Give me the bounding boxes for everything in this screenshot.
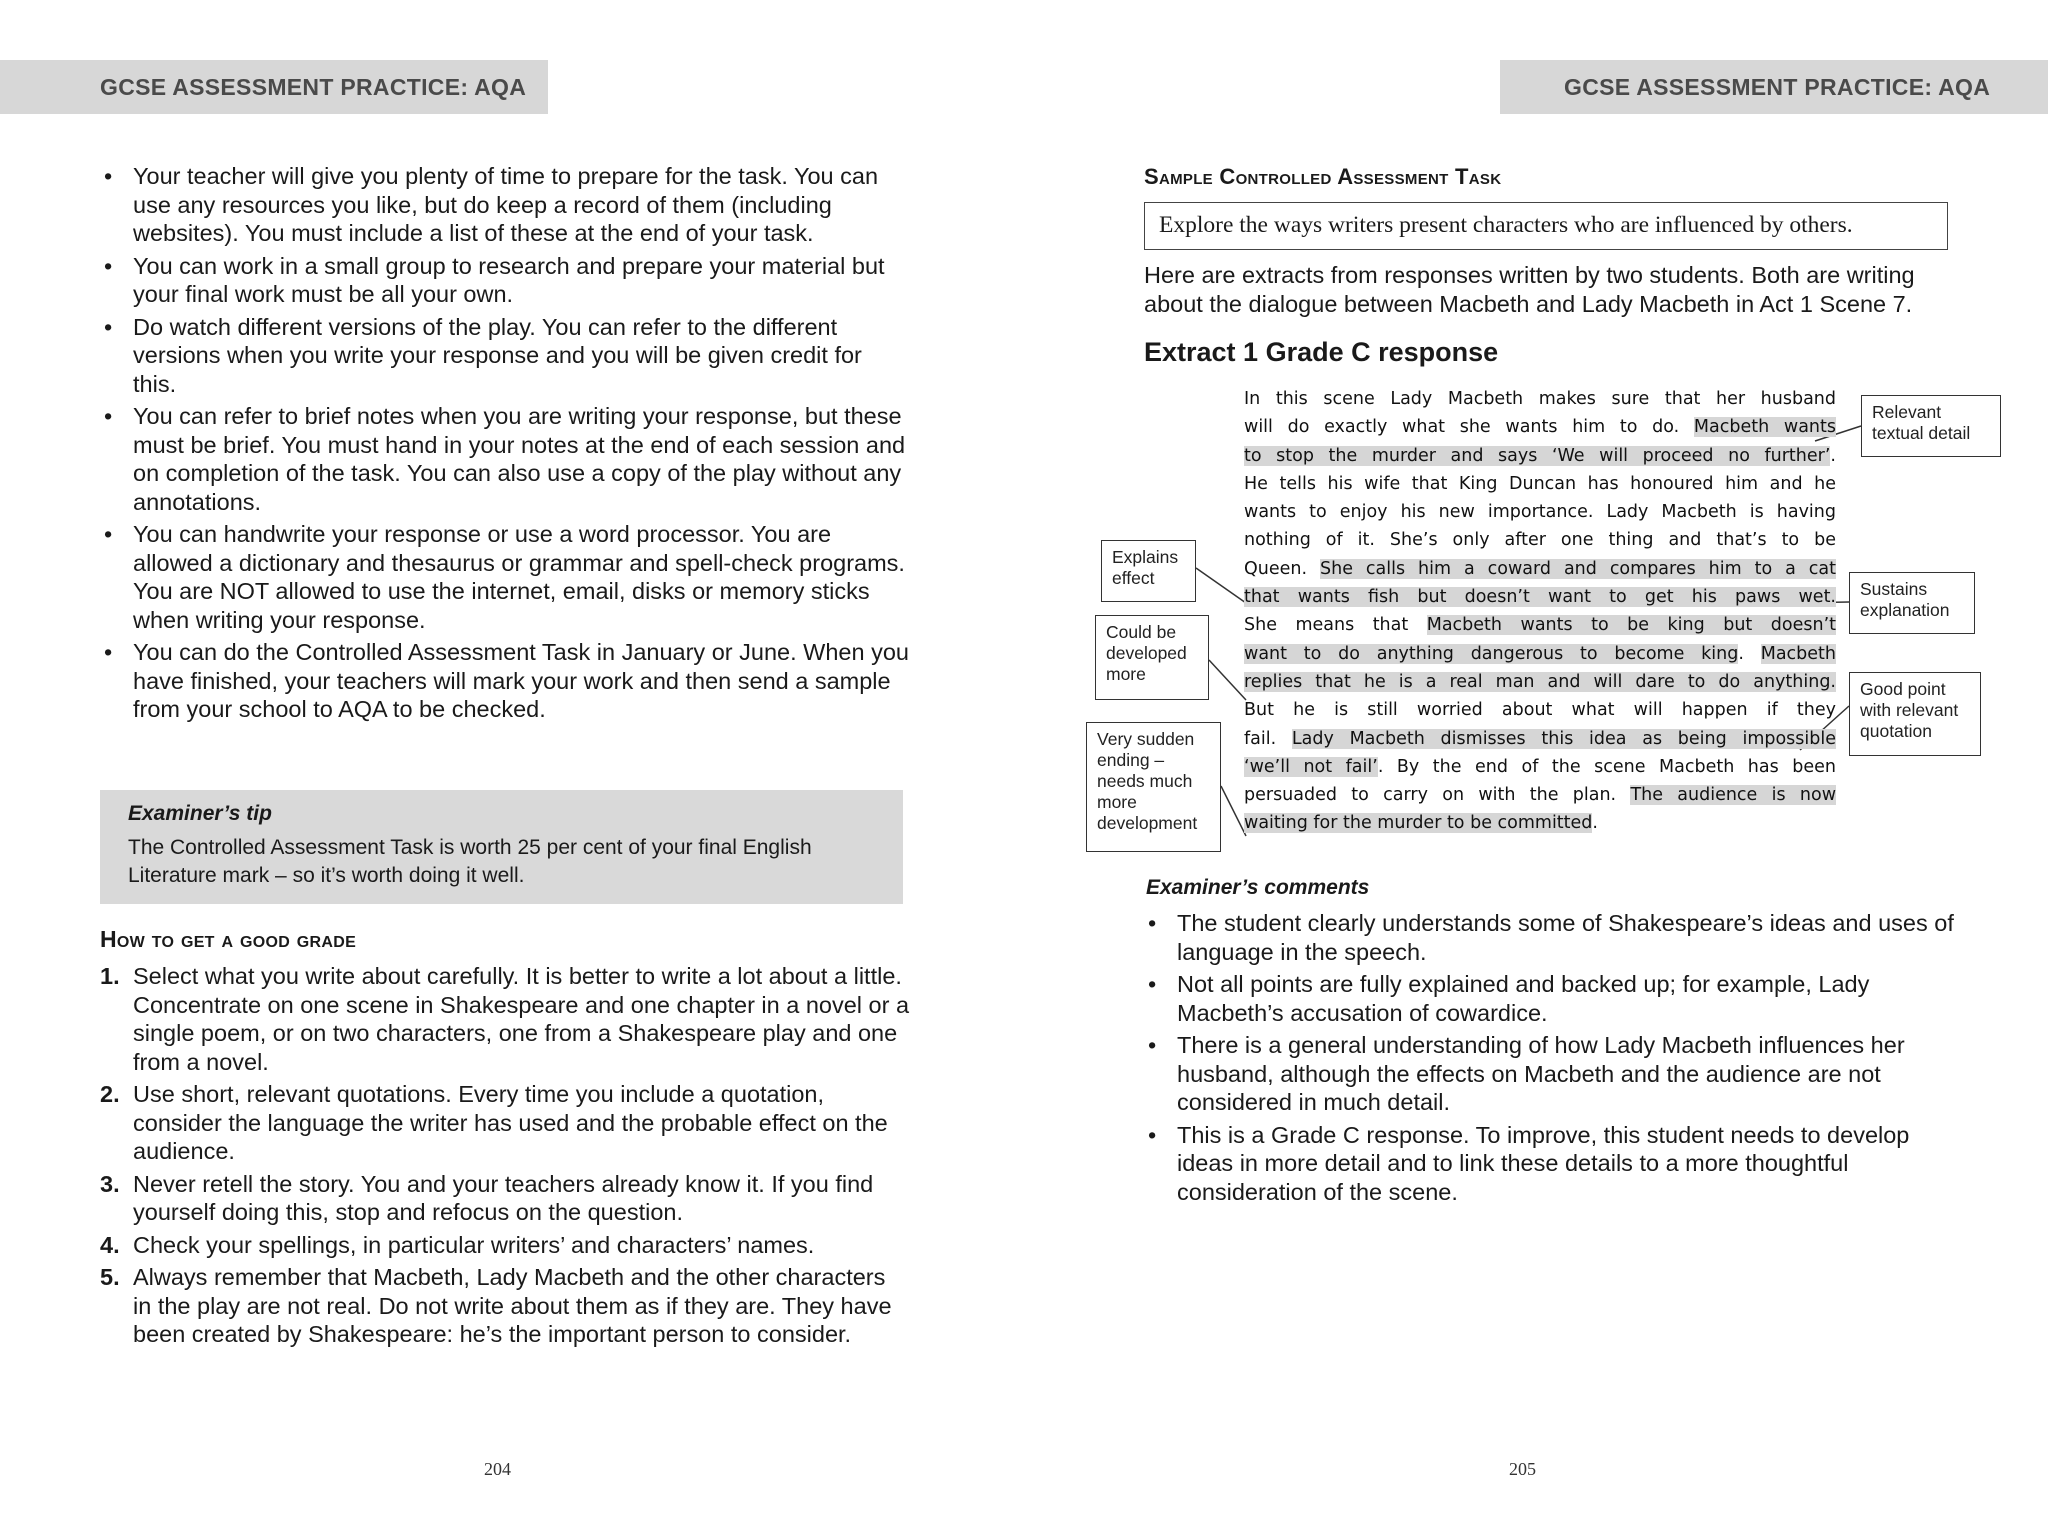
highlight: ‘we’ll not fail’ — [1244, 756, 1378, 777]
list-item: • There is a general understanding of how Lady Macbeth influences her husband, although the effects on Macbeth and the audience are not considered in much detail. — [1144, 1031, 1964, 1117]
right-page-number: 205 — [1509, 1459, 1536, 1479]
step-number: 3. — [100, 1170, 120, 1197]
hand-text: will do exactly what she wants him to do. — [1244, 417, 1694, 438]
highlight: Macbeth wants — [1693, 417, 1836, 438]
highlight: Macbeth wants to be king but doesn’t — [1426, 615, 1836, 636]
list-item: • Do watch different versions of the play. You can refer to the different versions when you write your response and you will be given credit for this. — [100, 313, 910, 399]
hand-line — [1244, 526, 1836, 554]
step-number: 5. — [100, 1264, 120, 1290]
tip-text: The Controlled Assessment Task is worth 25 per cent of your final English Literature mark – so it’s worth doing it well. — [128, 836, 812, 887]
hand-text: Queen. — [1244, 558, 1320, 579]
list-item: • Not all points are fully explained and backed up; for example, Lady Macbeth’s accusation of cowardice. — [1144, 970, 1964, 1027]
callout-explains-effect: Explains effect — [1101, 540, 1196, 602]
extract-title: Extract 1 Grade C response — [1144, 337, 1499, 367]
hand-text: fail. — [1244, 728, 1292, 749]
hand-line — [1244, 781, 1836, 809]
list-item: • You can work in a small group to research and prepare your material but your final work must be all your own. — [100, 252, 910, 309]
highlight: to stop the murder and says ‘We will proceed no further’ — [1244, 445, 1831, 466]
hand-line — [1244, 753, 1836, 781]
handwritten-response — [1244, 385, 1836, 838]
step-text: Select what you write about carefully. It is better to write a lot about a little. Concentrate on one scene in Shakespeare and one chapter in a novel or a single poem, or on two characters, one from a Shakespeare play and one from a novel. — [133, 963, 910, 1075]
callout-could-be-developed: Could be developed more — [1095, 615, 1209, 700]
step-text: Use short, relevant quotations. Every time you include a quotation, consider the language the writer has used and the probable effect on the audience. — [133, 1081, 888, 1164]
hand-text: He tells his wife that King Duncan has honoured him and he — [1244, 473, 1836, 494]
hand-line — [1244, 640, 1836, 668]
hand-line — [1244, 385, 1836, 413]
extract-intro: Here are extracts from responses written by two students. Both are writing about the dialogue between Macbeth and Lady Macbeth in Act 1 Scene 7. — [1144, 262, 1915, 317]
callout-relevant-textual-detail: Relevant textual detail — [1861, 395, 2001, 457]
highlight: replies that he is a real man and will dare to do anything. — [1244, 671, 1836, 692]
hand-line — [1244, 555, 1836, 583]
tip-title: Examiner’s tip — [128, 802, 272, 825]
highlight: The audience is now — [1630, 785, 1837, 806]
hand-text: . By the end of the scene Macbeth has been — [1377, 756, 1836, 777]
good-grade-heading: How to get a good grade — [100, 926, 357, 952]
step-text: Never retell the story. You and your teachers already know it. If you find yourself doing this, stop and refocus on the question. — [133, 1170, 874, 1225]
hand-text: In this scene Lady Macbeth makes sure that her husband — [1244, 389, 1836, 409]
hand-text: . — [1738, 643, 1761, 664]
hand-line — [1244, 809, 1836, 837]
examiner-comments-title: Examiner’s comments — [1146, 876, 1370, 899]
hand-line — [1244, 413, 1836, 441]
step-number: 2. — [100, 1081, 120, 1107]
list-item: • You can handwrite your response or use a word processor. You are allowed a dictionary and thesaurus or grammar and spell-check programs. You are NOT allowed to use the internet, email, disks or memory sticks when writing your response. — [100, 520, 910, 634]
list-item: • Your teacher will give you plenty of time to prepare for the task. You can use any resources you like, but do keep a record of them (including websites). You must include a list of these at the end of your task. — [100, 162, 910, 248]
list-item: • You can do the Controlled Assessment Task in January or June. When you have finished, your teachers will mark your work and then send a sample from your school to AQA to be checked. — [100, 638, 910, 724]
hand-text: persuaded to carry on with the plan. — [1244, 785, 1631, 806]
list-item: • The student clearly understands some of Shakespeare’s ideas and uses of language in the speech. — [1144, 909, 1964, 966]
step-number: 4. — [100, 1231, 120, 1258]
hand-line — [1244, 442, 1836, 470]
step-text: Check your spellings, in particular writers’ and characters’ names. — [133, 1231, 815, 1258]
hand-text: She means that — [1244, 615, 1427, 636]
left-page-number: 204 — [484, 1459, 511, 1479]
left-header-text: GCSE ASSESSMENT PRACTICE: AQA — [100, 73, 527, 100]
hand-text: nothing of it. She’s only after one thing and that’s to be — [1244, 530, 1836, 551]
hand-text: wants to enjoy his new importance. Lady Macbeth is having — [1244, 502, 1836, 523]
hand-line — [1244, 470, 1836, 498]
right-header-text: GCSE ASSESSMENT PRACTICE: AQA — [1564, 73, 1991, 100]
hand-line — [1244, 696, 1836, 724]
highlight: Macbeth — [1760, 643, 1836, 664]
callout-sustains-explanation: Sustains explanation — [1849, 572, 1975, 634]
highlight: Lady Macbeth dismisses this idea as being impossible — [1291, 728, 1837, 749]
hand-line — [1244, 725, 1836, 753]
hand-text: But he is still worried about what will happen if they — [1244, 700, 1836, 721]
highlight: that wants fish but doesn’t want to get his paws wet. — [1244, 587, 1836, 608]
callout-good-point: Good point with relevant quotation — [1849, 672, 1981, 756]
hand-line — [1244, 498, 1836, 526]
highlight: want to do anything dangerous to become king — [1244, 643, 1739, 664]
hand-line — [1244, 611, 1836, 639]
examiner-comments-list — [1144, 909, 1964, 1210]
task-text: Explore the ways writers present characters who are influenced by others. — [1159, 212, 1853, 238]
hand-text: . — [1592, 813, 1598, 834]
highlight: She calls him a coward and compares him to a cat — [1320, 558, 1836, 579]
step-number: 1. — [100, 963, 120, 989]
hand-text: . — [1830, 445, 1836, 466]
hand-line — [1244, 583, 1836, 611]
task-heading: Sample Controlled Assessment Task — [1144, 164, 1502, 189]
list-item: • This is a Grade C response. To improve, this student needs to develop ideas in more detail and to link these details to a more thoughtful consideration of the scene. — [1144, 1121, 1964, 1207]
highlight: waiting for the murder to be committed — [1244, 813, 1593, 834]
callout-very-sudden-ending: Very sudden ending – needs much more development — [1086, 722, 1221, 852]
hand-line — [1244, 668, 1836, 696]
step-text: Always remember that Macbeth, Lady Macbeth and the other characters in the play are not real. Do not write about them as if they are. They have been created by Shakespeare: he’s the important person to consider. — [133, 1264, 892, 1347]
list-item: • You can refer to brief notes when you are writing your response, but these must be brief. You must hand in your notes at the end of each session and on completion of the task. You can also use a copy of the play without any annotations. — [100, 402, 910, 516]
